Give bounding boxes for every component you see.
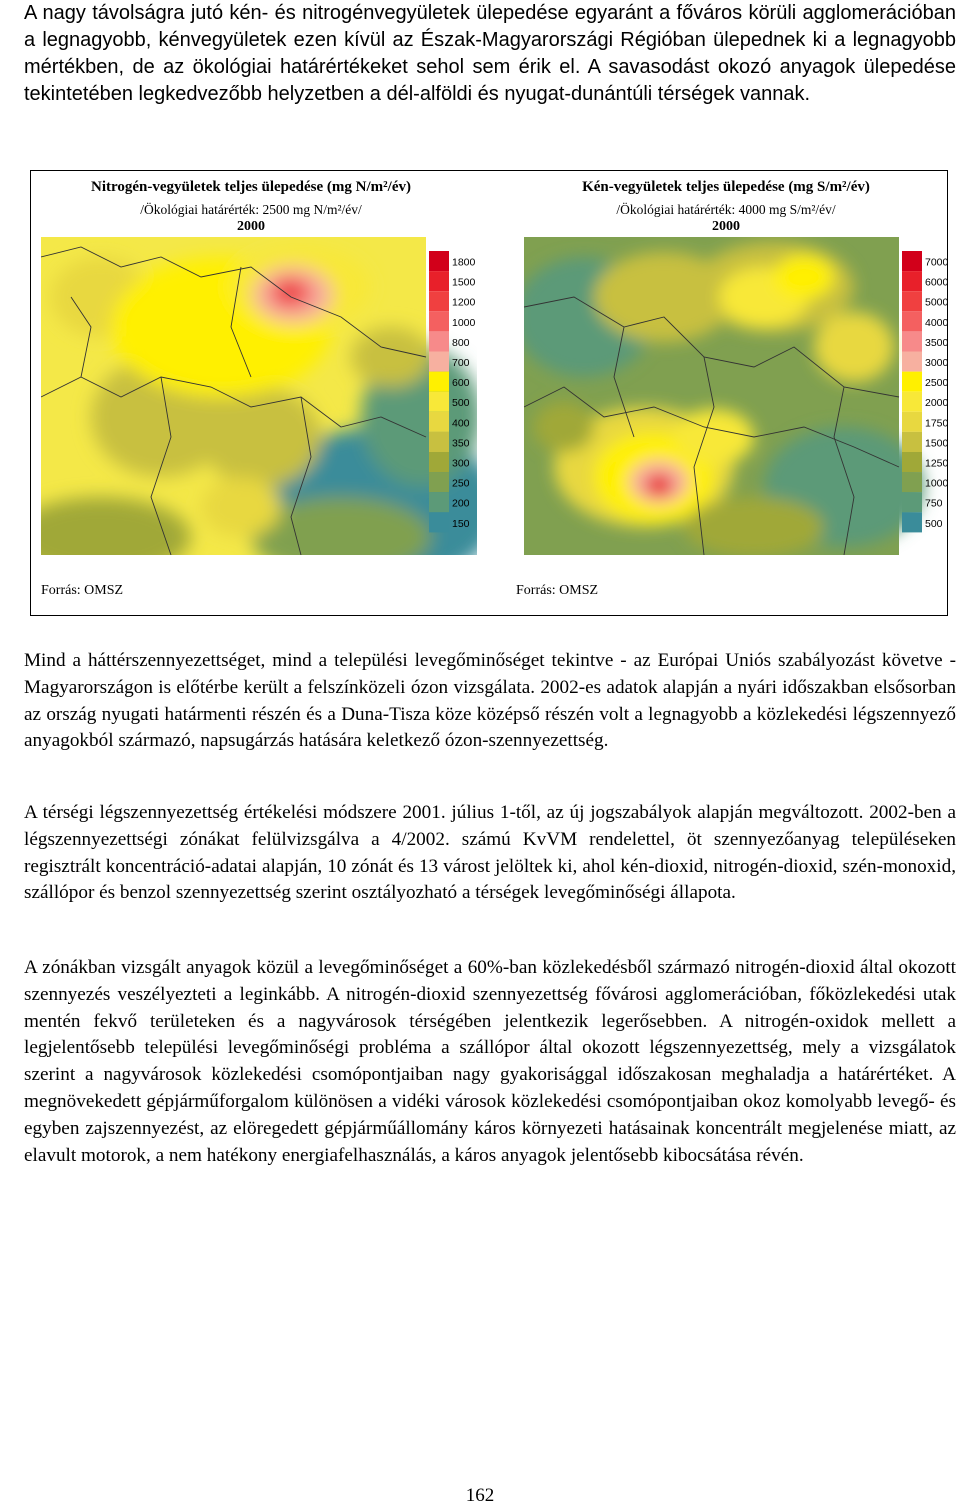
nitrogen-year: 2000 [237, 219, 265, 234]
nitrogen-legend-swatch [429, 271, 449, 291]
nitrogen-legend-label: 1500 [452, 276, 476, 289]
sulfur-legend-label: 3000 [925, 356, 949, 369]
sulfur-year: 2000 [712, 219, 740, 234]
sulfur-legend-swatch [902, 472, 922, 492]
sulfur-legend-swatch [902, 392, 922, 412]
intro-paragraph: A nagy távolságra jutó kén- és nitrogénvegyületek ülepedése egyaránt a főváros körüli agglomerációban a legnagyobb, kénvegyületek ezen kívül az Észak-Magyarországi Régióban ülepednek ki a legnagyobb mértékben, de az ökológiai határértékeket sehol sem érik el. A savasodást okozó anyagok ülepedése tekintetében legkedvezőbb helyzetben a dél-alföldi és nyugat-dunántúli térségek vannak. [24, 2, 956, 105]
sulfur-legend-label: 1000 [925, 477, 949, 490]
paragraph-zones: A térségi légszennyezettség értékelési módszere 2001. július 1-től, az új jogszabályok alapján megváltozott. 2002-ben a légszennyezettségi zónákat felülvizsgálva a 4/2002. számú KvVM rendelettel, öt szennyezőanyag településeken regisztrált koncentráció-adatai alapján, 10 zónát és 13 várost jelöltek ki, ahol kén-dioxid, nitrogén-dioxid, szén-monoxid, szállópor és benzol szennyezettség szerint osztályozható a térségek levegőminőségi állapota. [24, 802, 956, 904]
nitrogen-legend-label: 1000 [452, 316, 476, 329]
nitrogen-legend-label: 1800 [452, 256, 476, 269]
sulfur-legend-label: 750 [925, 497, 943, 510]
sulfur-legend-label: 5000 [925, 296, 949, 309]
sulfur-legend [902, 251, 949, 532]
sulfur-legend-label: 1750 [925, 417, 949, 430]
nitrogen-legend-swatch [429, 432, 449, 452]
sulfur-legend-label: 2500 [925, 377, 949, 390]
sulfur-panel [506, 171, 949, 611]
nitrogen-legend-swatch [429, 452, 449, 472]
page-number: 162 [465, 1485, 495, 1506]
nitrogen-legend-label: 800 [452, 336, 470, 349]
nitrogen-legend-label: 350 [452, 437, 470, 450]
nitrogen-title: Nitrogén-vegyületek teljes ülepedése (mg N/m²/év) [91, 179, 411, 195]
nitrogen-legend-swatch [429, 512, 449, 532]
sulfur-legend-label: 4000 [925, 316, 949, 329]
nitrogen-legend-swatch [429, 472, 449, 492]
nitrogen-legend-label: 250 [452, 477, 470, 490]
sulfur-legend-swatch [902, 352, 922, 372]
sulfur-deposition-map [524, 237, 949, 555]
sulfur-legend-swatch [902, 291, 922, 311]
nitrogen-legend-label: 600 [452, 377, 470, 390]
sulfur-legend-swatch [902, 412, 922, 432]
sulfur-source: Forrás: OMSZ [516, 583, 599, 598]
nitrogen-legend-swatch [429, 291, 449, 311]
sulfur-legend-swatch [902, 331, 922, 351]
sulfur-legend-label: 500 [925, 517, 943, 530]
nitrogen-legend-swatch [429, 492, 449, 512]
nitrogen-legend-swatch [429, 412, 449, 432]
sulfur-legend-label: 6000 [925, 276, 949, 289]
sulfur-legend-swatch [902, 452, 922, 472]
nitrogen-legend-swatch [429, 372, 449, 392]
nitrogen-map-field [41, 237, 477, 555]
nitrogen-legend-label: 1200 [452, 296, 476, 309]
nitrogen-legend-label: 300 [452, 457, 470, 470]
sulfur-legend-swatch [902, 271, 922, 291]
sulfur-legend-swatch [902, 251, 922, 271]
nitrogen-legend-swatch [429, 331, 449, 351]
sulfur-legend-swatch [902, 492, 922, 512]
nitrogen-legend-swatch [429, 392, 449, 412]
nitrogen-legend-swatch [429, 352, 449, 372]
sulfur-legend-label: 3500 [925, 336, 949, 349]
sulfur-legend-label: 2000 [925, 397, 949, 410]
nitrogen-legend-label: 500 [452, 397, 470, 410]
nitrogen-legend-label: 400 [452, 417, 470, 430]
sulfur-legend-label: 1250 [925, 457, 949, 470]
sulfur-legend-swatch [902, 512, 922, 532]
nitrogen-panel [31, 171, 476, 611]
nitrogen-legend-swatch [429, 251, 449, 271]
paragraph-ozone: Mind a háttérszennyezettséget, mind a települési levegőminőséget tekintve - az Európai Uniós szabályozást követve - Magyarországon is előtérbe került a felszínközeli ózon vizsgálata. 2002-es adatok alapján a nyári időszakban elsősorban az ország nyugati határmenti részén és a Duna-Tisza köze középső részén volt a legnagyobb a közlekedési légszennyező anyagokból származó, napsugárzás hatására keletkező ózon-szennyezettség. [24, 650, 956, 752]
nitrogen-subtitle: /Ökológiai határérték: 2500 mg N/m²/év/ [140, 202, 362, 217]
sulfur-legend-label: 1500 [925, 437, 949, 450]
nitrogen-legend-label: 700 [452, 356, 470, 369]
sulfur-legend-label: 7000 [925, 256, 949, 269]
nitrogen-legend-label: 150 [452, 517, 470, 530]
nitrogen-deposition-map [41, 237, 477, 555]
sulfur-legend-swatch [902, 311, 922, 331]
nitrogen-legend-swatch [429, 311, 449, 331]
sulfur-map-field [524, 237, 924, 555]
deposition-maps-figure [30, 170, 948, 616]
sulfur-legend-swatch [902, 372, 922, 392]
nitrogen-source: Forrás: OMSZ [41, 583, 124, 598]
sulfur-title: Kén-vegyületek teljes ülepedése (mg S/m²/év) [582, 179, 870, 195]
nitrogen-legend-label: 200 [452, 497, 470, 510]
paragraph-nitrogen-dioxide: A zónákban vizsgált anyagok közül a levegőminőséget a 60%-ban közlekedésből származó nitrogén-dioxid által okozott szennyezés veszélyezteti a leginkább. A nitrogén-dioxid szennyezettség fővárosi agglomerációban, főközlekedési utak mentén fekvő területeken és a nagyvárosok térségében jelentkezik legerősebben. A nitrogén-oxidok mellett a legjelentősebb települési levegőminőségi probléma a szállópor által okozott légszennyezettség, mely a vizsgálatok szerint a nagyvárosok közlekedési csomópontjaiban nagy gyakorisággal időszakosan meghaladja a határértéket. A megnövekedett gépjárműforgalom különösen a vidéki városok közlekedési csomópontjaiban okoz komolyabb levegő- és egyben zajszennyezést, az elöregedett gépjárműállomány káros környezeti hatásainak koncentrált megjelenése miatt, az elavult motorok, a nem hatékony energiafelhasználás, a káros anyagok jelentősebb kibocsátása révén. [24, 957, 956, 1166]
sulfur-subtitle: /Ökológiai határérték: 4000 mg S/m²/év/ [616, 202, 836, 217]
sulfur-legend-swatch [902, 432, 922, 452]
